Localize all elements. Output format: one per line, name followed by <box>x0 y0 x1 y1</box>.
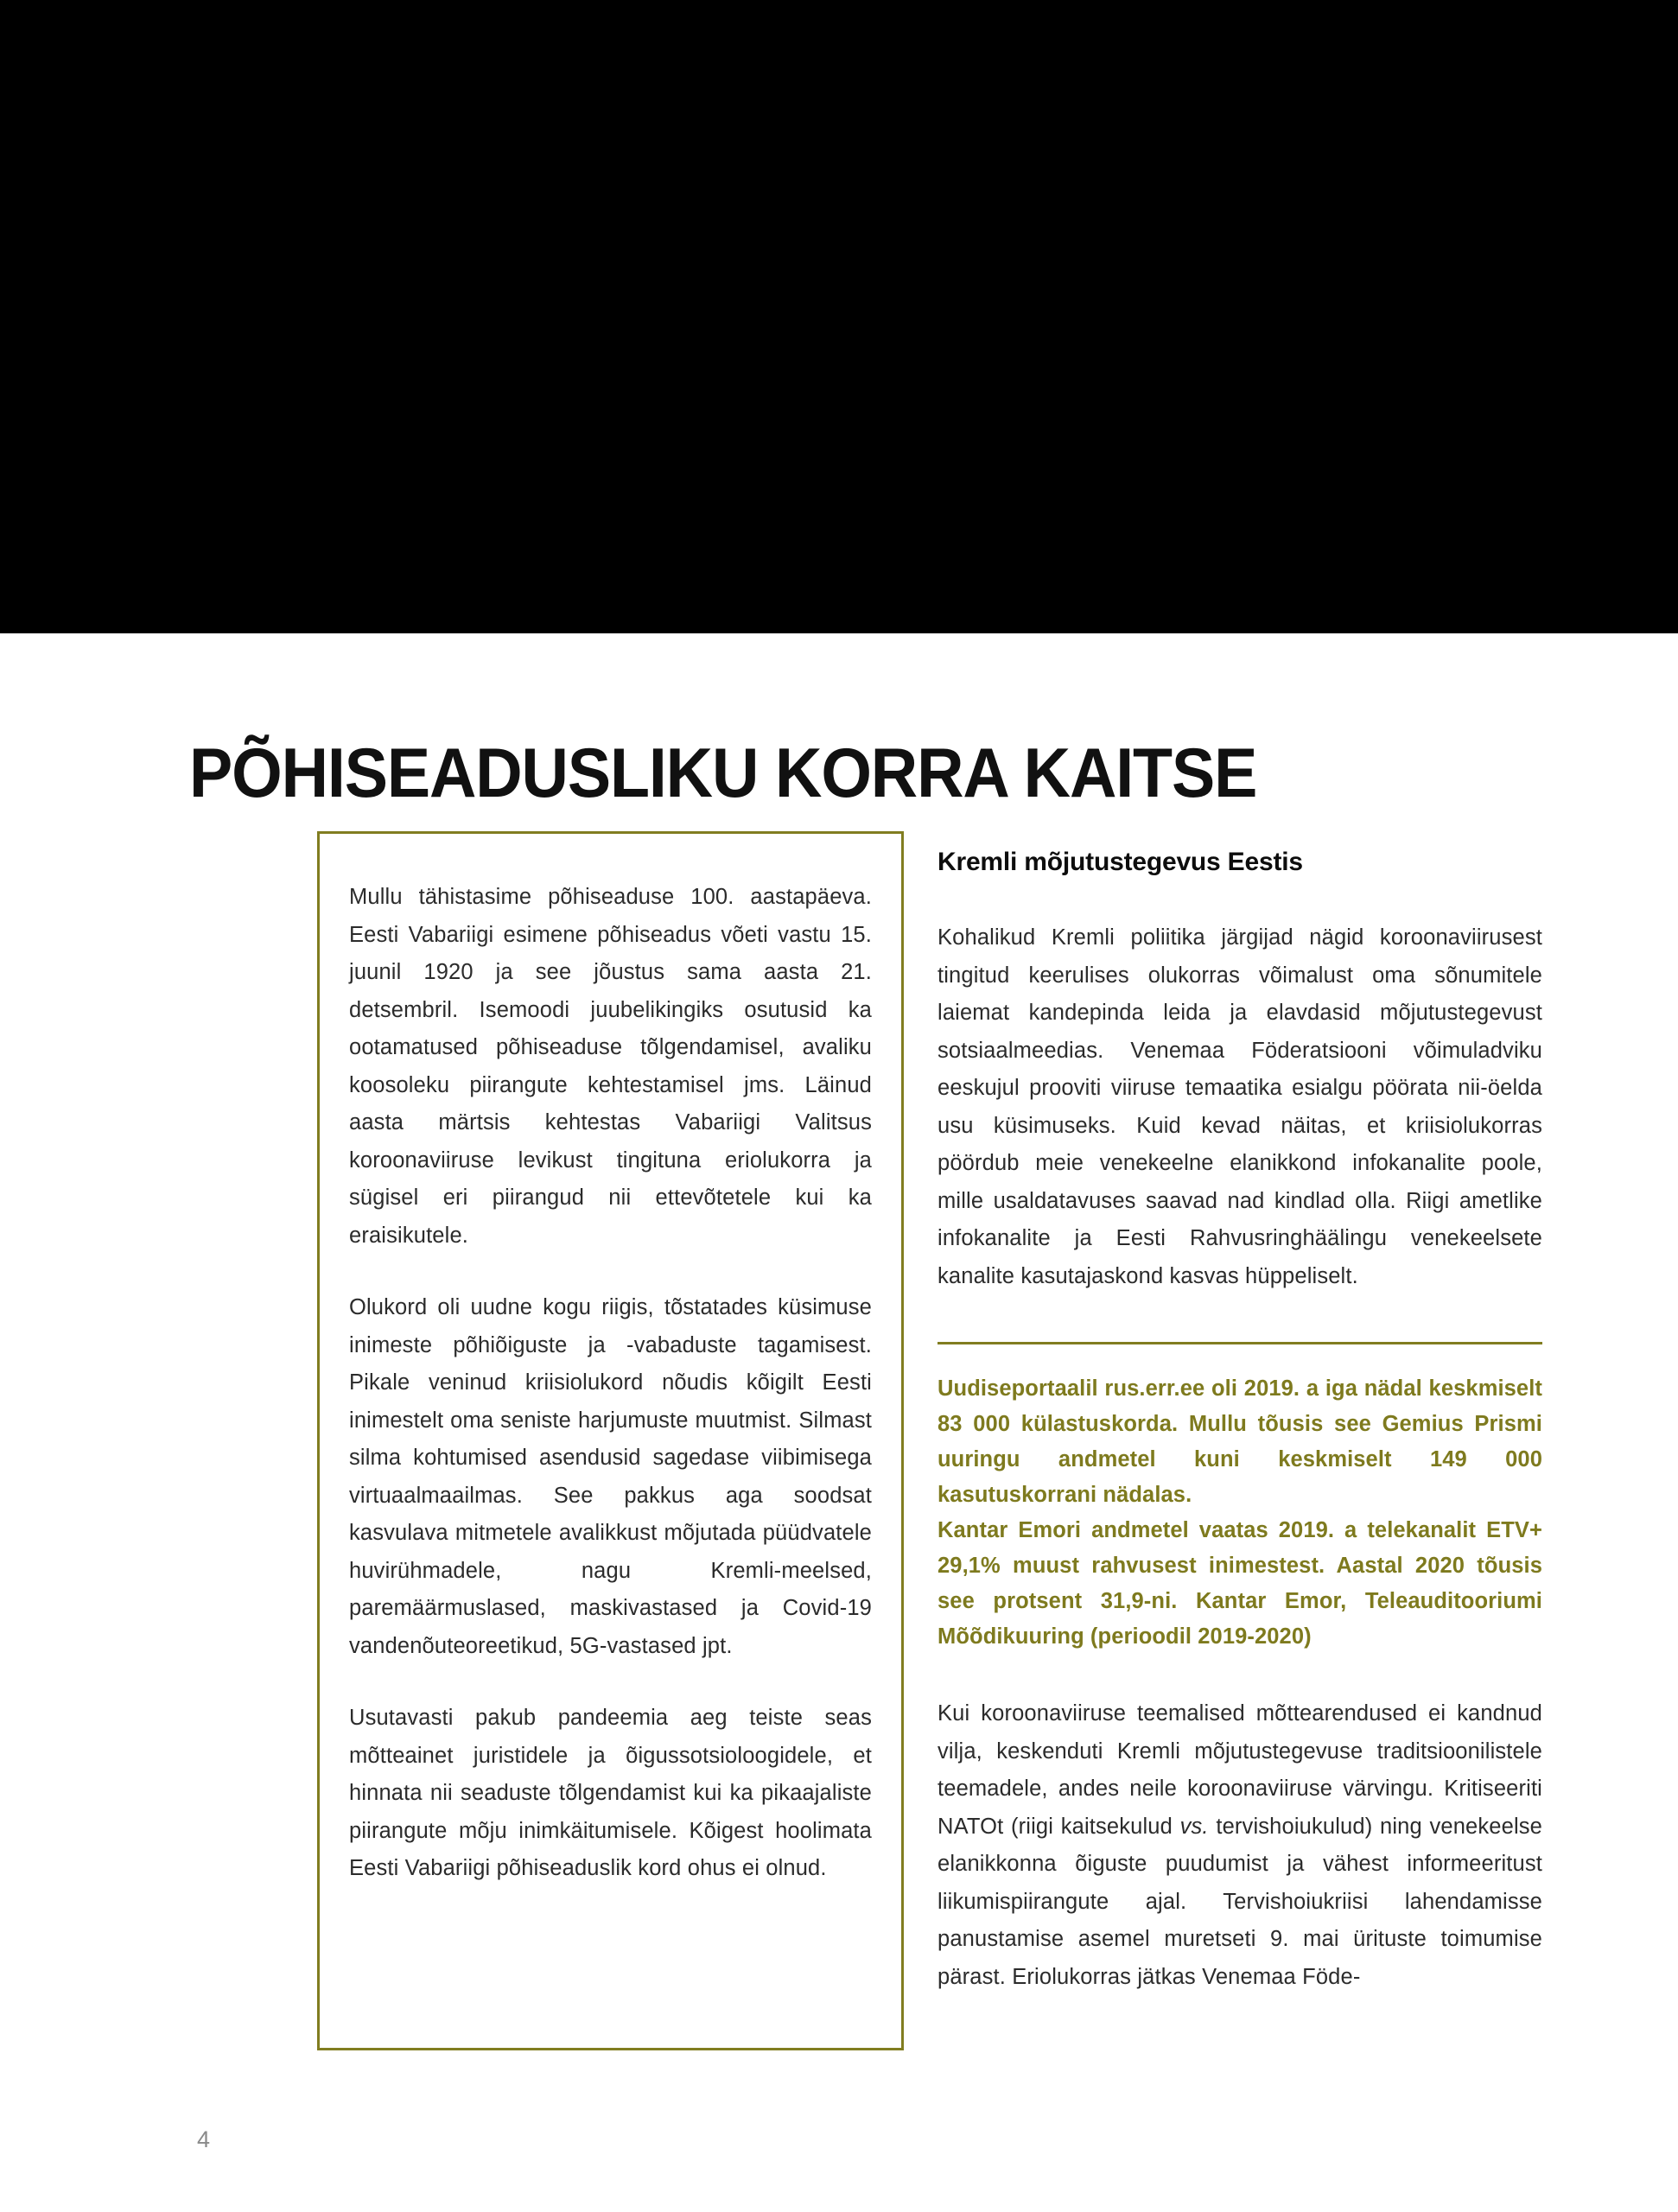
statistics-callout <box>938 1371 1542 1655</box>
tail-text-part2: tervishoiukulud) ning venekeelse elanikkonna õiguste puudumist ja vähest informeeritust liikumispiirangute ajal. Tervishoiukriisi lahendamisse panustamise asemel muretseti 9. mai ürituste toimumise pärast. Eriolukorras jätkas Venemaa Föde- <box>938 1814 1542 1989</box>
left-paragraph-3: Usutavasti pakub pandeemia aeg teiste seas mõtteainet juristidele ja õigussotsioloogidele, et hinnata nii seaduste tõlgendamist kui ka pikaajaliste piirangute mõju inimkäitumisele. Kõigest hoolimata Eesti Vabariigi põhiseaduslik kord ohus ei olnud. <box>349 1706 872 1880</box>
left-paragraph-1: Mullu tähistasime põhiseaduse 100. aastapäeva. Eesti Vabariigi esimene põhiseadus võeti vastu 15. juunil 1920 ja see jõustus sama aasta 21. detsembril. Isemoodi juubelikingiks osutusid ka ootamatused põhiseaduse tõlgendamisel, avaliku koosoleku piirangute kehtestamisel jms. Läinud aasta märtsis kehtestas Vabariigi Valitsus koroonaviiruse levikust tingituna eriolukorra ja sügisel eri piirangud nii ettevõtetele kui ka eraisikutele. <box>349 885 872 1248</box>
tail-text-part1: Kui koroonaviiruse teemalised mõttearendused ei kandnud vilja, keskenduti Kremli mõjutustegevuse traditsioonilistele teemadele, andes neile koroonaviiruse värvingu. Kritiseeriti NATOt (riigi kaitsekulud <box>938 1701 1542 1839</box>
page-title: PÕHISEADUSLIKU KORRA KAITSE <box>189 734 1257 813</box>
callout-paragraph-1: Uudiseportaalil rus.err.ee oli 2019. a iga nädal keskmiselt 83 000 külastuskorda. Mullu tõusis see Gemius Prismi uuringu andmetel kuni keskmiselt 149 000 kasutuskorrani nädalas. <box>938 1376 1542 1507</box>
right-intro-paragraph: Kohalikud Kremli poliitika järgijad nägid koroonaviirusest tingitud keerulises olukorras võimalust oma sõnumitele laiemat kandepinda leida ja elavdasid mõjutustegevust sotsiaalmeedias. Venemaa Föderatsiooni võimuladviku eeskujul prooviti viiruse temaatika esialgu pöörata nii-öelda usu küsimuseks. Kuid kevad näitas, et kriisiolukorras pöördub meie venekeelne elanikkond infokanalite poole, mille usaldatavuses saavad nad kindlad olla. Riigi ametlike infokanalite ja Eesti Rahvusringhäälingu venekeelsete kanalite kasutajaskond kasvas hüppeliselt. <box>938 925 1542 1288</box>
section-heading: Kremli mõjutustegevus Eestis <box>938 848 1303 876</box>
top-black-band <box>0 0 1678 633</box>
left-paragraph-2: Olukord oli uudne kogu riigis, tõstatades küsimuse inimeste põhiõiguste ja -vabaduste tagamisest. Pikale veninud kriisiolukord nõudis kõigilt Eesti inimestelt oma seniste harjumuste muutmist. Silmast silma kohtumised asendusid sagedase viibimisega virtuaalmaailmas. See pakkus aga soodsat kasvulava mitmetele avalikkust mõjutada püüdvatele huvirühmadele, nagu Kremli-meelsed, paremäärmuslased, maskivastased ja Covid-19 vandenõuteoreetikud, 5G-vastased jpt. <box>349 1295 872 1658</box>
callout-paragraph-2: Kantar Emori andmetel vaatas 2019. a telekanalit ETV+ 29,1% muust rahvusest inimestest. Aastal 2020 tõusis see protsent 31,9-ni. Kantar Emor, Teleauditooriumi Mõõdikuuring (perioodil 2019-2020) <box>938 1518 1542 1649</box>
tail-italic-vs: vs. <box>1179 1814 1209 1839</box>
right-column <box>938 831 1542 1996</box>
callout-divider-rule <box>938 1342 1542 1344</box>
page-number: 4 <box>197 2126 211 2152</box>
left-bordered-text-box <box>317 831 904 2050</box>
right-tail-paragraph <box>938 1695 1542 1996</box>
